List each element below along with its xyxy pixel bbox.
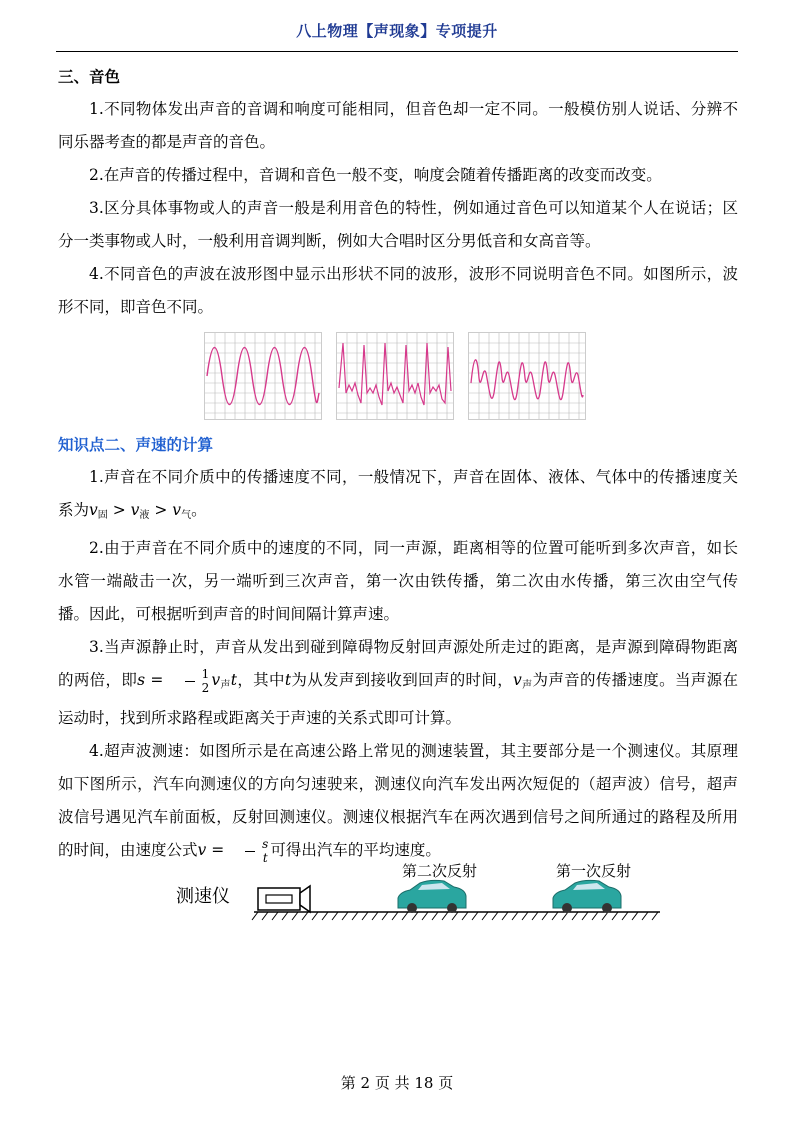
fraction-t: t (262, 850, 268, 865)
formula-t: t (230, 671, 237, 689)
formula-period: 。 (191, 501, 207, 519)
paragraph-speed-4-a: 4.超声波测速：如图所示是在高速公路上常见的测速装置，其主要部分是一个测速仪。其原理如下图所示，汽车向测速仪的方向匀速驶来，测速仪向汽车发出两次短促的（超声波）信号，超声波信号遇见汽车前面板，反射回测速仪。测速仪根据汽车在两次遇到信号之间所通过的路程及所用的时间，由速度公式 (58, 742, 738, 859)
speed-measurement-diagram (170, 850, 670, 930)
formula-v-gas: v (172, 501, 182, 519)
waveform-image-1 (204, 332, 322, 420)
document-body (58, 60, 738, 867)
fraction-s: s (262, 836, 269, 851)
paragraph-timbre-1: 1.不同物体发出声音的音调和响度可能相同，但音色却一定不同。一般模仿别人说话、分辨不同乐器考查的都是声音的音色。 (58, 100, 738, 151)
fraction-numerator: 1 (201, 666, 210, 681)
paragraph-speed-3 (58, 631, 738, 735)
waveform-figures (204, 332, 738, 422)
formula-gt-1: > (112, 501, 126, 519)
formula-sub-solid: 固 (97, 510, 108, 521)
paragraph-timbre-4: 4.不同音色的声波在波形图中显示出形状不同的波形，波形不同说明音色不同。如图所示，波形不同，即音色不同。 (58, 265, 738, 316)
variable-t: t (284, 671, 292, 689)
formula-sub-gas: 气 (181, 510, 192, 521)
car-first-icon (553, 880, 621, 913)
formula-sub-liquid: 液 (139, 510, 150, 521)
formula-gt-2: > (154, 501, 168, 519)
paragraph-speed-1-text: 1.声音在不同介质中的传播速度不同，一般情况下，声音在固体、液体、气体中的传播速度关系为 (58, 468, 738, 519)
car-second-icon (398, 880, 466, 913)
formula-v-solid: v (89, 501, 98, 519)
paragraph-speed-4-b: 可得出汽车的平均速度。 (270, 841, 441, 859)
paragraph-speed-3-d: 为声音的传播速度。当声源在运动时，找到所求路程或距离关于声速的关系式即可计算。 (58, 671, 738, 727)
page-header-title: 八上物理【声现象】专项提升 (296, 22, 498, 40)
waveform-image-2 (336, 332, 454, 420)
fraction-denominator: 2 (201, 680, 210, 695)
section-heading-sound-speed: 知识点二、声速的计算 (58, 435, 214, 454)
paragraph-speed-1 (58, 461, 738, 532)
variable-v-sound: v (513, 671, 522, 689)
formula-sub-sound: 声 (220, 680, 231, 691)
label-speed-device: 测速仪 (176, 886, 230, 906)
formula-v-liquid: v (130, 501, 140, 519)
paragraph-speed-4 (58, 735, 738, 867)
paragraph-speed-2: 2.由于声音在不同介质中的速度的不同，同一声源，距离相等的位置可能听到多次声音，如长水管一端敲击一次，另一端听到三次声音，第一次由铁传播，第二次由水传播，第三次由空气传播。因此，可根据听到声音的时间间隔计算声速。 (58, 539, 738, 623)
section-heading-timbre: 三、音色 (58, 67, 121, 86)
ground-hatching (252, 912, 658, 920)
header-divider (56, 51, 738, 52)
formula-velocity-equals: = (211, 841, 225, 859)
formula-s: s (137, 671, 146, 689)
formula-fraction-half (171, 668, 210, 695)
paragraph-timbre-2: 2.在声音的传播过程中，音调和音色一般不变，响度会随着传播距离的改变而改变。 (89, 166, 662, 184)
paragraph-speed-3-b: ，其中 (236, 671, 285, 689)
speed-device-icon (258, 886, 310, 912)
variable-v-sound-sub: 声 (521, 680, 533, 691)
waveform-image-3 (468, 332, 586, 420)
page-footer: 第 2 页 共 18 页 (340, 1074, 454, 1092)
paragraph-timbre-3: 3.区分具体事物或人的声音一般是利用音色的特性，例如通过音色可以知道某个人在说话；区分一类事物或人时，一般利用音调判断，例如大合唱时区分男低音和女高音等。 (58, 199, 738, 250)
label-first-reflection: 第一次反射 (556, 863, 632, 880)
formula-equals: = (150, 671, 164, 689)
formula-velocity: v (197, 841, 207, 859)
paragraph-speed-3-a: 3.当声源静止时，声音从发出到碰到障碍物反射回声源处所走过的距离，是声源到障碍物距离的两倍，即 (58, 638, 738, 689)
formula-v-sound: v (211, 671, 221, 689)
label-second-reflection: 第二次反射 (402, 863, 478, 880)
paragraph-speed-3-c: 为从发声到接收到回声的时间， (291, 671, 514, 689)
